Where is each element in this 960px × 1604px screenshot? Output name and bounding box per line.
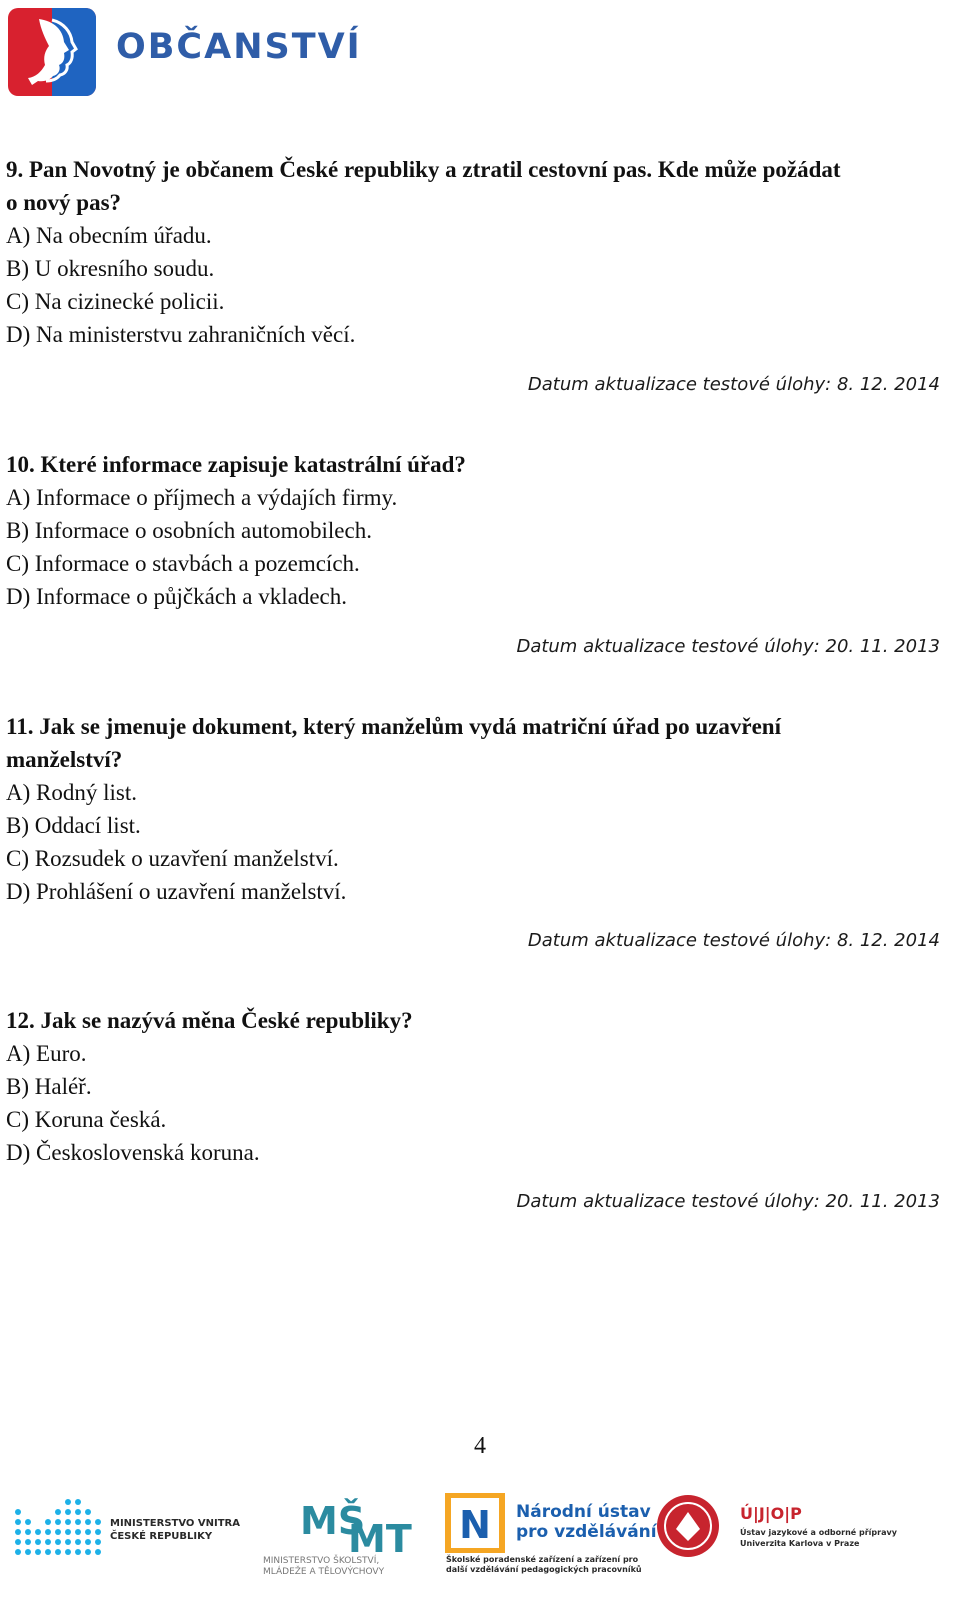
header-logo — [8, 8, 362, 96]
update-date: Datum aktualizace testové úlohy: 20. 11. 2013 — [516, 1191, 940, 1212]
question-title: 10. Které informace zapisuje katastrální úřad? — [6, 452, 466, 477]
msmt-label: MINISTERSTVO ŠKOLSTVÍ, MLÁDEŽE A TĚLOVÝCHOVY — [263, 1556, 385, 1577]
answer-option: C) Rozsudek o uzavření manželství. — [6, 846, 339, 871]
answer-option: D) Informace o půjčkách a vkladech. — [6, 584, 348, 609]
answer-option: A) Euro. — [6, 1041, 87, 1066]
answer-option: A) Rodný list. — [6, 780, 137, 805]
answer-option: D) Československá koruna. — [6, 1140, 260, 1165]
logo-title: OBČANSTVÍ — [116, 27, 362, 67]
update-date: Datum aktualizace testové úlohy: 20. 11. 2013 — [516, 636, 940, 657]
ministry-interior-label: MINISTERSTVO VNITRA ČESKÉ REPUBLIKY — [110, 1518, 240, 1542]
obcanstvi-logo-icon — [8, 8, 96, 96]
answer-option: B) U okresního soudu. — [6, 256, 215, 281]
question-11 — [6, 710, 942, 908]
question-12 — [6, 1004, 942, 1169]
answer-option: C) Informace o stavbách a pozemcích. — [6, 551, 360, 576]
answer-option: B) Oddací list. — [6, 813, 141, 838]
answer-option: B) Informace o osobních automobilech. — [6, 518, 372, 543]
question-9 — [6, 153, 942, 351]
footer-logos — [0, 1488, 960, 1588]
update-date: Datum aktualizace testové úlohy: 8. 12. 2014 — [527, 374, 940, 395]
answer-option: D) Na ministerstvu zahraničních věcí. — [6, 322, 356, 347]
svg-text:MT: MT — [348, 1517, 412, 1561]
question-title-continuation: manželství? — [6, 747, 123, 772]
university-seal-icon — [655, 1488, 721, 1584]
ujop-label: Ú|J|O|P — [740, 1504, 802, 1523]
nuv-sublabel: Školské poradenské zařízení a zařízení pro další vzdělávání pedagogických pracovníků — [446, 1555, 642, 1574]
svg-text:MŠ: MŠ — [300, 1499, 366, 1543]
nuv-label: Národní ústav pro vzdělávání — [516, 1502, 657, 1542]
question-title: 9. Pan Novotný je občanem České republiky a ztratil cestovní pas. Kde může požádat — [6, 157, 841, 182]
page-number: 4 — [474, 1433, 486, 1459]
question-title-continuation: o nový pas? — [6, 190, 122, 215]
answer-option: B) Haléř. — [6, 1074, 92, 1099]
ministry-interior-icon — [10, 1488, 105, 1584]
question-title: 12. Jak se nazývá měna České republiky? — [6, 1008, 413, 1033]
answer-option: C) Na cizinecké policii. — [6, 289, 225, 314]
answer-option: A) Informace o příjmech a výdajích firmy. — [6, 485, 398, 510]
answer-option: D) Prohlášení o uzavření manželství. — [6, 879, 347, 904]
update-date: Datum aktualizace testové úlohy: 8. 12. 2014 — [527, 930, 940, 951]
question-10 — [6, 448, 942, 613]
answer-option: A) Na obecním úřadu. — [6, 223, 212, 248]
svg-text:N: N — [459, 1503, 491, 1547]
ujop-sublabel: Ústav jazykové a odborné přípravy Univerzita Karlova v Praze — [740, 1528, 897, 1548]
question-title: 11. Jak se jmenuje dokument, který manželům vydá matriční úřad po uzavření — [6, 714, 781, 739]
answer-option: C) Koruna česká. — [6, 1107, 167, 1132]
